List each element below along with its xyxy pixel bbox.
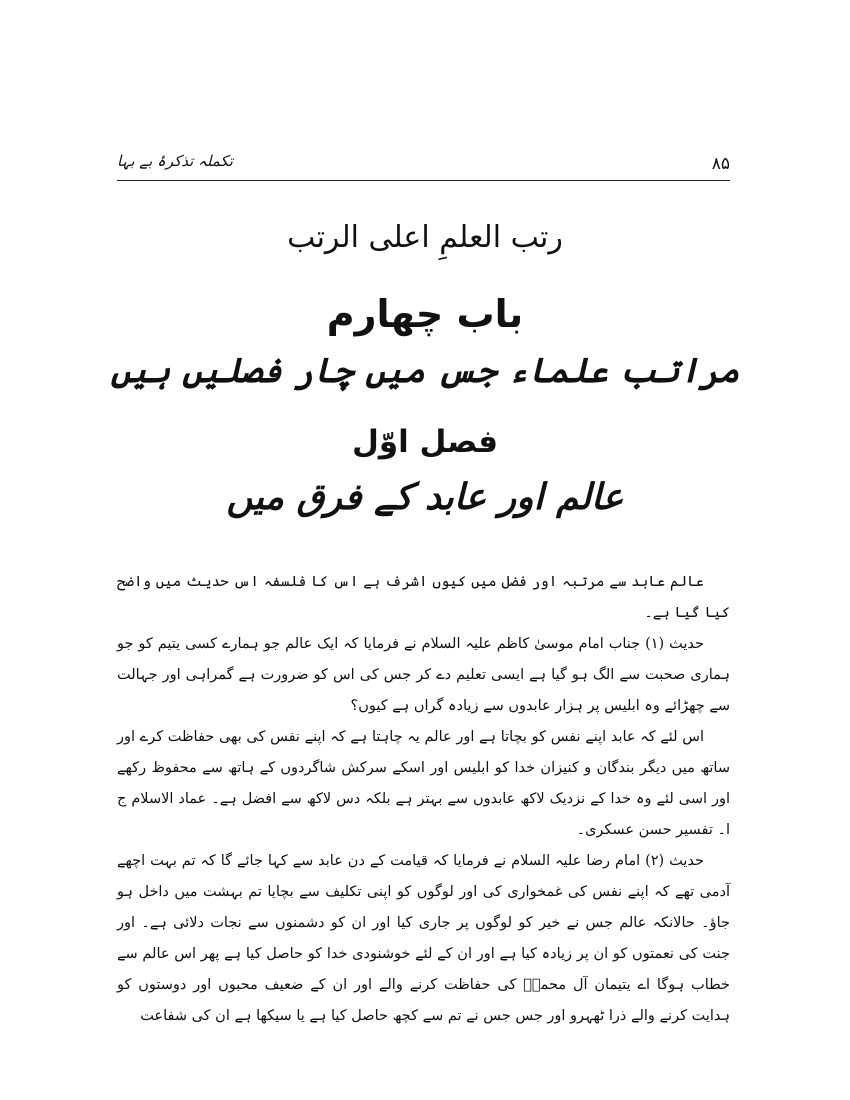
section-heading: فصل اوّل (351, 424, 499, 460)
header-divider (117, 180, 730, 181)
paragraph-intro: عالم عابد سے مرتبہ اور فضل میں کیوں اشرف ہے اس کا فلسفہ اس حدیث میں واضح کیا گیا ہے۔ (117, 574, 730, 621)
chapter-subtitle: مراتب علماء جس میں چار فصلیں ہیں (110, 351, 740, 391)
section-topic: عالم اور عابد کے فرق میں (226, 476, 624, 518)
motto-heading: رتب العلمِ اعلی الرتب (287, 220, 563, 255)
book-title: تکملہ تذکرۂ بے بہا (117, 152, 233, 170)
page-number: ۸۵ (711, 154, 730, 174)
paragraph-explanation: اس لئے کہ عابد اپنے نفس کو بچاتا ہے اور عالم یہ چاہتا ہے کہ اپنے نفس کی بھی حفاظت کرے اور ساتھ میں دیگر بندگان و کنیزان خدا کو ابلیس اور اسکے سرکش شاگردوں کے ہاتھ سے محفوظ رکھے اور اسی لئے وہ خدا کے نزدیک لاکھ عابدوں سے بہتر ہے بلکہ دس لاکھ سے افضل ہے۔ عماد الاسلام ج ا۔ تفسیر حسن عسکری۔ (117, 729, 730, 838)
paragraph-hadith-2: حدیث (۲) امام رضا علیہ السلام نے فرمایا کہ قیامت کے دن عابد سے کہا جائے گا کہ تم بہت اچھے آدمی تھے کہ اپنے نفس کی غمخواری کی اور لوگوں کو اپنی تکلیف سے بچایا تم بہشت میں داخل ہو جاؤ۔ حالانکہ عالم جس نے خیر کو لوگوں پر جاری کیا اور ان کو دشمنوں سے نجات دلائی ہے۔ اور جنت کی نعمتوں کو ان پر زیادہ کیا ہے اور ان کے لئے خوشنودی خدا کو حاصل کیا ہے پھر اس عالم سے خطاب ہوگا اے یتیمان آل محمدؐ کی حفاظت کرنے والے اور ان کے ضعیف محبوں اور دوستوں کو ہدایت کرنے والے ذرا ٹھہرو اور جس جس نے تم سے کچھ حاصل کیا ہے یا سیکھا ہے ان کی شفاعت (117, 853, 730, 1024)
body-text (117, 567, 730, 1032)
running-header (117, 152, 730, 178)
chapter-heading: باب چهارم (326, 292, 524, 336)
paragraph-hadith-1: حدیث (۱) جناب امام موسیٰ کاظم علیہ السلام نے فرمایا کہ ایک عالم جو ہمارے کسی یتیم کو جو ہماری صحبت سے الگ ہو گیا ہے ایسی تعلیم دے کر جس کی اس کو ضرورت ہے گمراہی اور جہالت سے چھڑائے وہ ابلیس پر ہزار عابدوں سے زیادہ گراں ہے کیوں؟ (117, 636, 730, 714)
